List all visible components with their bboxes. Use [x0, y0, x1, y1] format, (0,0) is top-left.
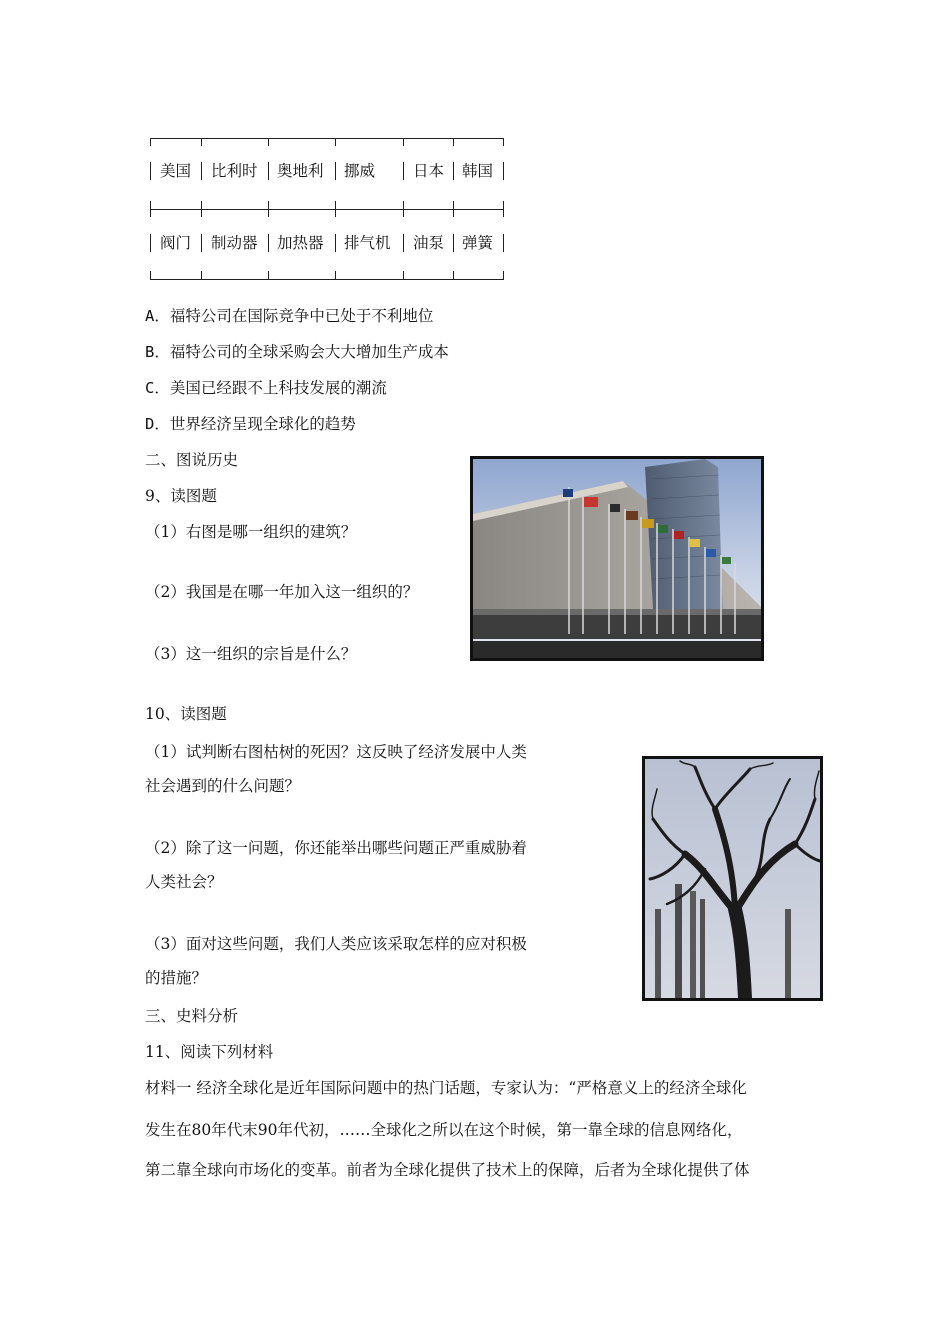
table-sep [453, 162, 454, 180]
un-building-photo [470, 456, 764, 661]
section-heading-3: 三、史料分析 [145, 1007, 239, 1025]
table-sep [268, 162, 269, 180]
table-cell: 比利时 [211, 162, 258, 180]
dead-tree-photo [642, 756, 823, 1001]
table-cell: 挪威 [344, 162, 376, 180]
option-a: A．福特公司在国际竞争中已处于不利地位 [145, 307, 434, 325]
table-cell: 奥地利 [277, 162, 324, 180]
table-sep [150, 234, 151, 252]
table-sep [335, 234, 336, 252]
material-1-line-2: 发生在80年代末90年代初，……全球化之所以在这个时候，第一靠全球的信息网络化， [145, 1121, 743, 1139]
option-d: D．世界经济呈现全球化的趋势 [145, 415, 356, 433]
question-9-part-3: （3）这一组织的宗旨是什么？ [145, 645, 357, 663]
question-9-part-2: （2）我国是在哪一年加入这一组织的？ [145, 583, 419, 601]
option-b: B．福特公司的全球采购会大大增加生产成本 [145, 343, 449, 361]
table-tick [268, 201, 269, 217]
table-sep [403, 234, 404, 252]
material-1-line-1: 材料一 经济全球化是近年国际问题中的热门话题，专家认为：“严格意义上的经济全球化 [145, 1079, 747, 1097]
table-tick [503, 271, 504, 279]
question-10-part-2-line-1: （2）除了这一问题，你还能举出哪些问题正严重威胁着 [145, 839, 527, 857]
table-cell: 制动器 [211, 234, 258, 252]
question-10-part-3-line-1: （3）面对这些问题，我们人类应该采取怎样的应对积极 [145, 935, 527, 953]
table-tick [503, 201, 504, 217]
table-tick [403, 138, 404, 146]
question-10-part-1-line-1: （1）试判断右图枯树的死因？这反映了经济发展中人类 [145, 743, 527, 761]
question-9-part-1: （1）右图是哪一组织的建筑？ [145, 523, 357, 541]
table-sep [403, 162, 404, 180]
question-10-title: 10、读图题 [145, 705, 227, 723]
question-10-part-3-line-2: 的措施？ [145, 969, 208, 987]
dead-tree-illustration [645, 759, 820, 998]
table-tick [503, 138, 504, 146]
table-cell: 美国 [160, 162, 192, 180]
table-rule-bottom [150, 279, 504, 280]
section-heading-2: 二、图说历史 [145, 451, 239, 469]
question-11-title: 11、阅读下列材料 [145, 1043, 274, 1061]
table-cell: 加热器 [277, 234, 324, 252]
table-sep [503, 162, 504, 180]
table-tick [201, 201, 202, 217]
question-10-part-1-line-2: 社会遇到的什么问题？ [145, 777, 301, 795]
table-tick [268, 138, 269, 146]
table-tick [403, 271, 404, 279]
question-9-title: 9、读图题 [145, 487, 217, 505]
table-cell: 排气机 [344, 234, 391, 252]
table-tick [453, 138, 454, 146]
table-tick [335, 138, 336, 146]
table-rule-top [150, 138, 504, 139]
table-cell: 油泵 [413, 234, 445, 252]
table-tick [453, 201, 454, 217]
table-cell: 弹簧 [462, 234, 494, 252]
table-tick [201, 138, 202, 146]
table-sep [268, 234, 269, 252]
table-tick [335, 271, 336, 279]
table-sep [201, 162, 202, 180]
table-sep [201, 234, 202, 252]
table-sep [150, 162, 151, 180]
table-sep [453, 234, 454, 252]
table-tick [453, 271, 454, 279]
table-cell: 阀门 [160, 234, 192, 252]
table-tick [403, 201, 404, 217]
table-tick [335, 201, 336, 217]
material-1-line-3: 第二靠全球向市场化的变革。前者为全球化提供了技术上的保障，后者为全球化提供了体 [145, 1161, 750, 1179]
table-tick [150, 138, 151, 146]
table-cell: 韩国 [462, 162, 494, 180]
option-c: C．美国已经跟不上科技发展的潮流 [145, 379, 387, 397]
question-10-part-2-line-2: 人类社会？ [145, 873, 223, 891]
un-building-illustration [473, 459, 761, 658]
table-cell: 日本 [413, 162, 445, 180]
table-tick [150, 201, 151, 217]
table-tick [268, 271, 269, 279]
table-sep [335, 162, 336, 180]
table-sep [503, 234, 504, 252]
table-tick [201, 271, 202, 279]
table-rule-mid [150, 209, 504, 210]
table-tick [150, 271, 151, 279]
